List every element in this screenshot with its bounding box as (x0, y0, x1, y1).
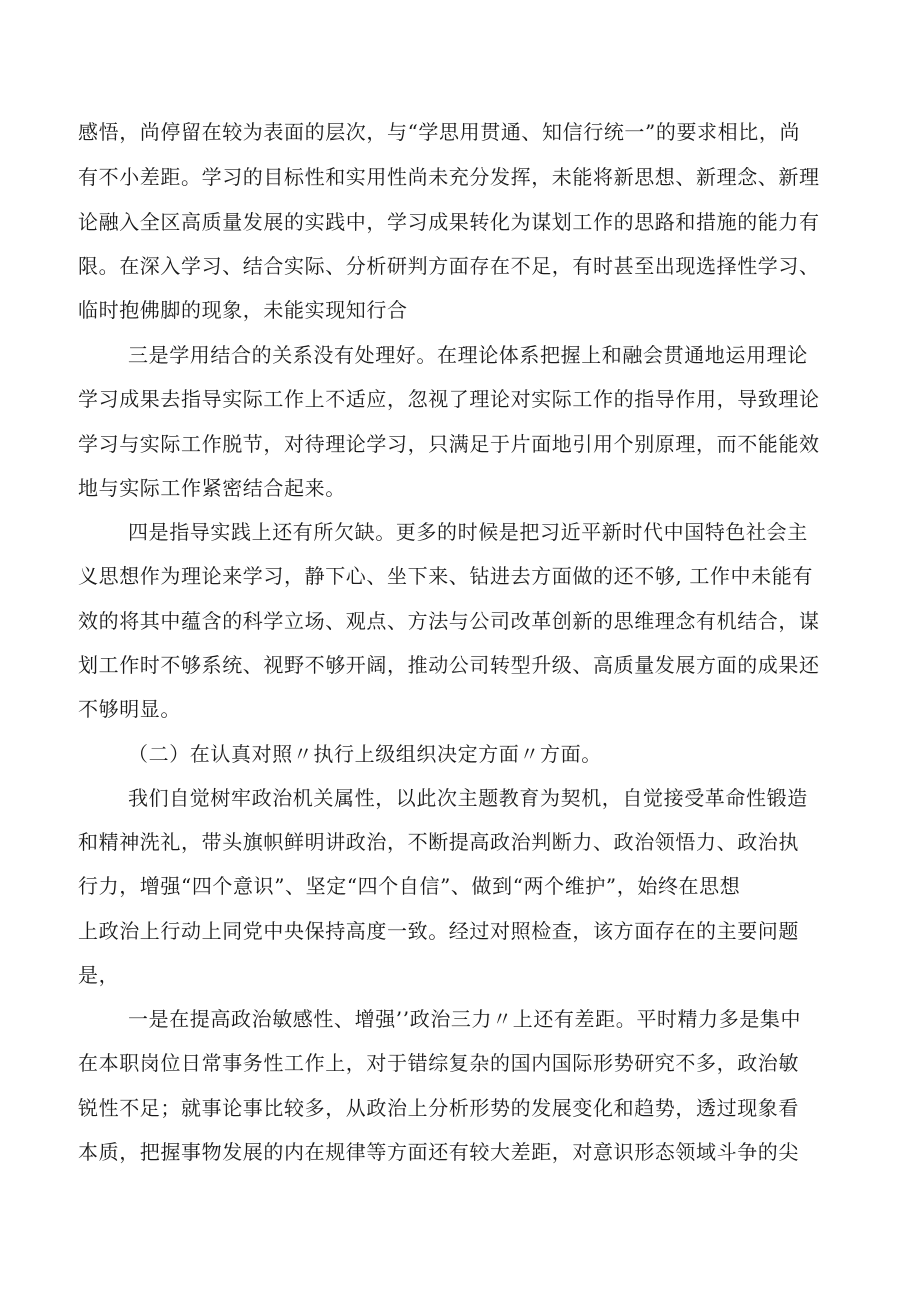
text-line: 有不小差距。学习的目标性和实用性尚未充分发挥，未能将新思想、新理念、新理 (78, 165, 820, 189)
text-line: 三是学用结合的关系没有处理好。在理论体系把握上和融会贯通地运用理论 (128, 343, 808, 367)
text-line: 学习成果去指导实际工作上不适应，忽视了理论对实际工作的指导作用，导致理论 (78, 387, 820, 411)
text-line: 和精神洗礼，带头旗帜鲜明讲政治，不断提高政治判断力、政治领悟力、政治执 (78, 830, 799, 854)
text-line: 我们自觉树牢政治机关属性，以此次主题教育为契机，自觉接受革命性锻造 (128, 786, 808, 810)
text-line: 效的将其中蕴含的科学立场、观点、方法与公司改革创新的思维理念有机结合，谋 (78, 609, 820, 633)
text-line: 锐性不足；就事论事比较多，从政治上分析形势的发展变化和趋势，透过现象看 (78, 1096, 799, 1120)
text-line: 行力，增强“四个意识”、坚定“四个自信”、做到“两个维护”，始终在思想 (78, 874, 741, 898)
text-line: 限。在深入学习、结合实际、分析研判方面存在不足，有时甚至出现选择性学习、 (78, 254, 820, 278)
text-line: 感悟，尚停留在较为表面的层次，与“学思用贯通、知信行统一”的要求相比，尚 (78, 120, 801, 144)
text-line: 在本职岗位日常事务性工作上，对于错综复杂的国内国际形势研究不多，政治敏 (78, 1051, 799, 1075)
text-line: 一是在提高政治敏感性、增强’’政治三力〃上还有差距。平时精力多是集中 (128, 1007, 802, 1031)
text-line: 是， (78, 963, 120, 987)
text-line: 不够明显。 (78, 697, 181, 721)
text-line: 地与实际工作紧密结合起来。 (78, 476, 346, 500)
heading-text: （二）在认真对照〃执行上级组织决定方面〃方面。 (128, 742, 602, 766)
text-line: 本质，把握事物发展的内在规律等方面还有较大差距，对意识形态领域斗争的尖 (78, 1140, 799, 1164)
text-line: 论融入全区高质量发展的实践中，学习成果转化为谋划工作的思路和措施的能力有 (78, 210, 820, 234)
text-line: 划工作时不够系统、视野不够开阔，推动公司转型升级、高质量发展方面的成果还 (78, 653, 820, 677)
text-line: 四是指导实践上还有所欠缺。更多的时候是把习近平新时代中国特色社会主 (128, 520, 808, 544)
text-line: 临时抱佛脚的现象，未能实现知行合 (78, 298, 408, 322)
text-line: 义思想作为理论来学习，静下心、坐下来、钻进去方面做的还不够, 工作中未能有 (78, 564, 813, 588)
text-line: 上政治上行动上同党中央保持高度一致。经过对照检查，该方面存在的主要问题 (78, 919, 799, 943)
text-line: 学习与实际工作脱节，对待理论学习，只满足于片面地引用个别原理，而不能能效 (78, 432, 820, 456)
